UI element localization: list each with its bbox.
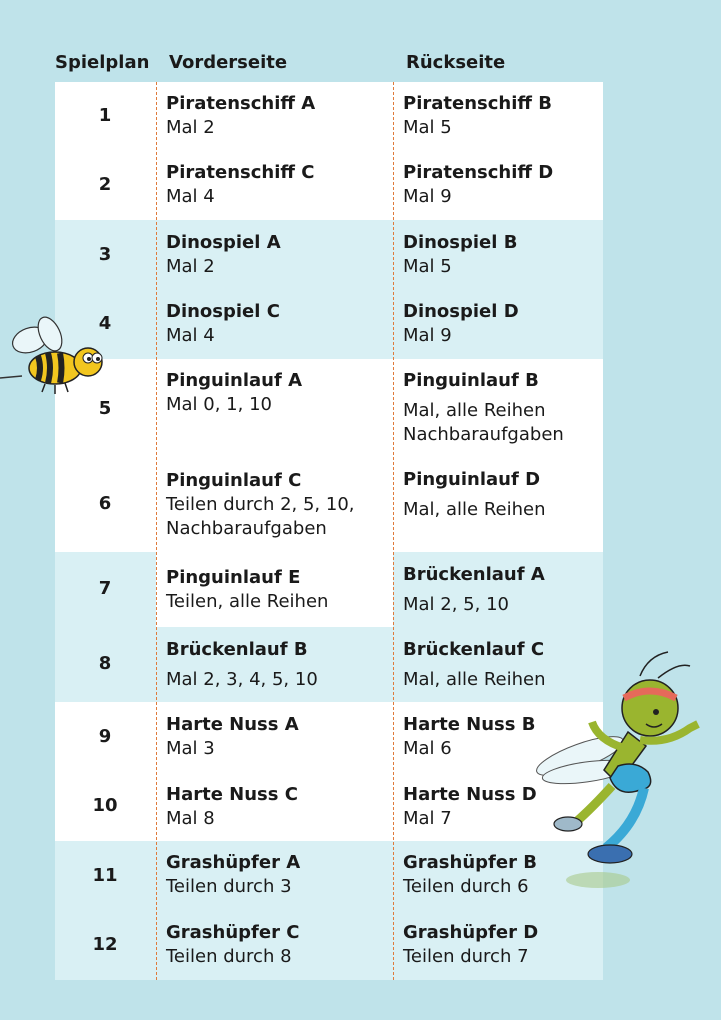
front-subtitle: Teilen durch 8 [166, 946, 292, 967]
plan-number: 5 [98, 398, 112, 419]
ground-shadow [566, 872, 630, 888]
front-cell [166, 92, 315, 140]
back-subtitle: Mal 5 [403, 117, 452, 138]
front-subtitle: Mal 0, 1, 10 [166, 394, 272, 415]
front-title: Pinguinlauf E [166, 567, 301, 588]
grasshopper-shoe [554, 817, 582, 831]
back-cell [403, 851, 537, 899]
front-title: Pinguinlauf A [166, 370, 303, 391]
front-subtitle: Mal 4 [166, 186, 215, 207]
table-row [55, 627, 603, 702]
back-title: Piratenschiff B [403, 93, 552, 114]
back-title: Brückenlauf A [403, 564, 545, 585]
column-header-plan: Spielplan [55, 52, 150, 73]
front-cell [166, 231, 281, 279]
table-row [55, 453, 603, 552]
front-title: Dinospiel A [166, 232, 281, 253]
column-divider-back [393, 82, 394, 980]
front-title: Piratenschiff A [166, 93, 316, 114]
front-cell [166, 851, 300, 899]
back-subtitle: Mal 2, 5, 10 [403, 594, 509, 615]
front-title: Piratenschiff C [166, 162, 315, 183]
back-cell [403, 369, 564, 447]
front-cell [166, 369, 302, 417]
front-cell [166, 713, 299, 761]
grasshopper-illustration [528, 648, 718, 898]
front-subtitle: Mal 2 [166, 256, 215, 277]
grasshopper-shoe [588, 845, 632, 863]
front-cell [166, 638, 318, 692]
back-cell [403, 300, 519, 348]
plan-number: 4 [98, 313, 112, 334]
plan-number: 8 [98, 653, 112, 674]
front-title: Brückenlauf B [166, 639, 308, 660]
front-cell [166, 783, 298, 831]
bee-illustration [0, 310, 115, 400]
back-subtitle: Teilen durch 6 [403, 876, 529, 897]
back-subtitle-2: Nachbaraufgaben [403, 424, 564, 445]
front-cell [166, 469, 355, 541]
front-title: Dinospiel C [166, 301, 280, 322]
front-title: Harte Nuss A [166, 714, 299, 735]
game-plan-table [55, 82, 603, 980]
back-cell [403, 231, 517, 279]
front-cell [166, 300, 280, 348]
back-title: Pinguinlauf D [403, 469, 541, 490]
back-title: Grashüpfer D [403, 922, 539, 943]
front-cell [166, 566, 328, 614]
back-cell [403, 713, 535, 761]
back-subtitle: Mal 6 [403, 738, 452, 759]
back-subtitle: Mal 5 [403, 256, 452, 277]
plan-number: 7 [98, 578, 112, 599]
back-title: Harte Nuss D [403, 784, 537, 805]
plan-number: 1 [98, 105, 112, 126]
front-title: Grashüpfer A [166, 852, 301, 873]
plan-number: 10 [92, 795, 118, 816]
back-cell [403, 161, 553, 209]
back-cell [403, 921, 538, 969]
column-header-back: Rückseite [406, 52, 506, 73]
antennae [640, 652, 690, 678]
front-subtitle: Mal 2 [166, 117, 215, 138]
front-title: Harte Nuss C [166, 784, 298, 805]
back-title: Brückenlauf C [403, 639, 545, 660]
grasshopper-leg [606, 788, 644, 848]
front-subtitle: Mal 3 [166, 738, 215, 759]
table-row [55, 290, 603, 359]
front-subtitle: Mal 8 [166, 808, 215, 829]
back-title: Dinospiel B [403, 232, 518, 253]
back-cell [403, 563, 545, 617]
front-title: Pinguinlauf C [166, 470, 302, 491]
table-row [55, 82, 603, 151]
back-subtitle: Mal 9 [403, 325, 452, 346]
plan-number: 12 [92, 934, 118, 955]
front-subtitle: Teilen durch 3 [166, 876, 292, 897]
back-title: Grashüpfer B [403, 852, 537, 873]
plan-number: 3 [98, 244, 112, 265]
back-title: Harte Nuss B [403, 714, 536, 735]
back-cell [403, 468, 546, 522]
front-cell [166, 161, 314, 209]
plan-number: 9 [98, 726, 112, 747]
back-subtitle: Mal, alle Reihen [403, 499, 546, 520]
grasshopper-eye [653, 709, 659, 715]
table-row [55, 220, 603, 290]
table-row [55, 911, 603, 980]
table-row [55, 702, 603, 772]
back-subtitle: Mal, alle Reihen [403, 669, 546, 690]
table-row [55, 359, 603, 453]
grasshopper-shorts [610, 764, 651, 792]
back-title: Pinguinlauf B [403, 370, 539, 391]
back-subtitle: Mal 9 [403, 186, 452, 207]
back-title: Dinospiel D [403, 301, 519, 322]
table-row [55, 772, 603, 841]
front-cell [166, 921, 299, 969]
plan-number: 11 [92, 865, 118, 886]
table-row [55, 151, 603, 220]
back-subtitle: Teilen durch 7 [403, 946, 529, 967]
table-header [55, 40, 603, 83]
back-subtitle: Mal 7 [403, 808, 452, 829]
back-cell [403, 638, 546, 692]
plan-number: 2 [98, 174, 112, 195]
back-subtitle: Mal, alle Reihen [403, 400, 546, 421]
front-subtitle: Teilen durch 2, 5, 10, [166, 494, 355, 515]
plan-number: 6 [98, 493, 112, 514]
flight-line [0, 376, 22, 378]
front-subtitle-2: Nachbaraufgaben [166, 518, 327, 539]
front-subtitle: Mal 2, 3, 4, 5, 10 [166, 669, 318, 690]
grasshopper-leg [576, 786, 612, 822]
front-subtitle: Mal 4 [166, 325, 215, 346]
table-row [55, 841, 603, 911]
back-title: Piratenschiff D [403, 162, 554, 183]
table-row [55, 552, 603, 627]
front-title: Grashüpfer C [166, 922, 300, 943]
front-subtitle: Teilen, alle Reihen [166, 591, 329, 612]
column-divider-front [156, 82, 157, 980]
column-header-front: Vorderseite [169, 52, 288, 73]
back-cell [403, 92, 552, 140]
back-cell [403, 783, 537, 831]
